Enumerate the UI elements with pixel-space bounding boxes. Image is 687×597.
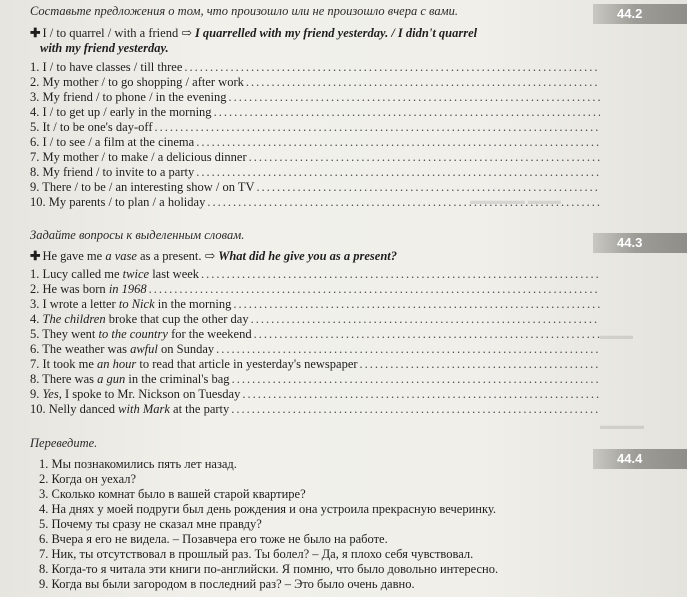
list-item: 8. My friend / to invite to a party ..... [30,165,600,180]
example: ✚ He gave me a vase as a present. ⇨ What did he give you as a present? [30,249,398,263]
list-item: 5. It / to be one's day-off ..... [30,120,600,135]
exercise-44-4 [30,436,600,592]
list-item: 6. I / to see / a film at the cinema ..... [30,135,600,150]
list-item: 7. It took me an hour to read that article in yesterday's newspaper ..... [30,357,600,372]
plus-icon: ✚ [30,249,41,263]
list-item: 7. My mother / to make / a delicious dinner ..... [30,150,600,165]
answer-line[interactable] [360,357,600,372]
answer-line[interactable] [149,282,600,297]
answer-line[interactable] [196,135,600,150]
list-item: 6. Вчера я его не видела. – Позавчера его тоже не было на работе. [39,532,388,546]
instruction: Составьте предложения о том, что произошло или не произошло вчера с вами. [30,4,458,18]
list-item: 3. My friend / to phone / in the evening ..... [30,90,600,105]
bleed-through-text: ▬▬▬▬▬ ▬▬▬ [470,195,561,207]
list-item: 2. He was born in 1968 ..... [30,282,600,297]
answer-line[interactable] [184,60,600,75]
answer-line[interactable] [207,195,600,210]
answer-line[interactable] [249,150,600,165]
arrow-icon: ⇨ [181,26,192,40]
list-item: 4. На днях у моей подруги был день рождения и она устроила прекрасную вечеринку. [39,502,496,516]
list-item: 1. I / to have classes / till three ..... [30,60,600,75]
answer-line[interactable] [257,180,601,195]
answer-line[interactable] [254,327,600,342]
list-item: 10. Nelly danced with Mark at the party ..... [30,402,600,417]
answer-line[interactable] [242,387,600,402]
example-answer: What did he give you as a present? [218,249,398,263]
list-item: 9. There / to be / an interesting show / on TV ..... [30,180,600,195]
exercise-list [30,60,600,210]
list-item: 4. I / to get up / early in the morning ..... [30,105,600,120]
answer-line[interactable] [154,120,600,135]
list-item: 5. Почему ты сразу не сказал мне правду? [39,517,262,531]
answer-line[interactable] [232,372,600,387]
instruction: Переведите. [30,436,98,450]
answer-line[interactable] [251,312,600,327]
answer-line[interactable] [246,75,600,90]
list-item: 3. I wrote a letter to Nick in the morning ..... [30,297,600,312]
list-item: 7. Ник, ты отсутствовал в прошлый раз. Ты болел? – Да, я плохо себя чувствовал. [39,547,474,561]
list-item: 1. Мы познакомились пять лет назад. [39,457,237,471]
list-item: 2. My mother / to go shopping / after work ..... [30,75,600,90]
exercise-badge-44-3: 44.3 [593,233,687,253]
list-item: 6. The weather was awful on Sunday ..... [30,342,600,357]
exercise-list [30,457,600,592]
example-answer-continued: with my friend yesterday. [40,41,169,55]
exercise-44-2 [30,4,600,210]
list-item: 8. Когда-то я читала эти книги по-английски. Я помню, что было довольно интересно. [39,562,499,576]
list-item: 8. There was a gun in the criminal's bag ..... [30,372,600,387]
list-item: 10. My parents / to plan / a holiday ..... [30,195,600,210]
highlighted-words: a vase [105,249,137,263]
answer-line[interactable] [233,297,600,312]
arrow-icon: ⇨ [204,249,216,263]
list-item: 3. Сколько комнат было в вашей старой квартире? [39,487,306,501]
answer-line[interactable] [201,267,600,282]
exercise-list [30,267,600,417]
list-item: 5. They went to the country for the weekend ..... [30,327,600,342]
exercise-badge-44-4: 44.4 [593,449,687,469]
answer-line[interactable] [214,105,600,120]
list-item: 9. Yes, I spoke to Mr. Nickson on Tuesday ..... [30,387,600,402]
instruction: Задайте вопросы к выделенным словам. [30,228,245,242]
example-answer: I quarrelled with my friend yesterday. / I didn't quarrel [194,26,478,40]
answer-line[interactable] [229,90,601,105]
list-item: 1. Lucy called me twice last week ..... [30,267,600,282]
answer-line[interactable] [216,342,600,357]
bleed-through-text: ▬▬▬ [600,330,633,342]
exercise-badge-44-2: 44.2 [593,4,687,24]
list-item: 4. The children broke that cup the other day ..... [30,312,600,327]
list-item: 2. Когда он уехал? [39,472,137,486]
example-prompt: I / to quarrel / with a friend [42,26,179,40]
answer-line[interactable] [231,402,600,417]
list-item: 9. Когда вы были загородом в последний раз? – Это было очень давно. [39,577,415,591]
example [30,26,600,56]
answer-line[interactable] [196,165,600,180]
plus-icon: ✚ [30,26,41,40]
bleed-through-text: ▬▬▬▬ [600,420,644,432]
exercise-44-3 [30,228,600,417]
